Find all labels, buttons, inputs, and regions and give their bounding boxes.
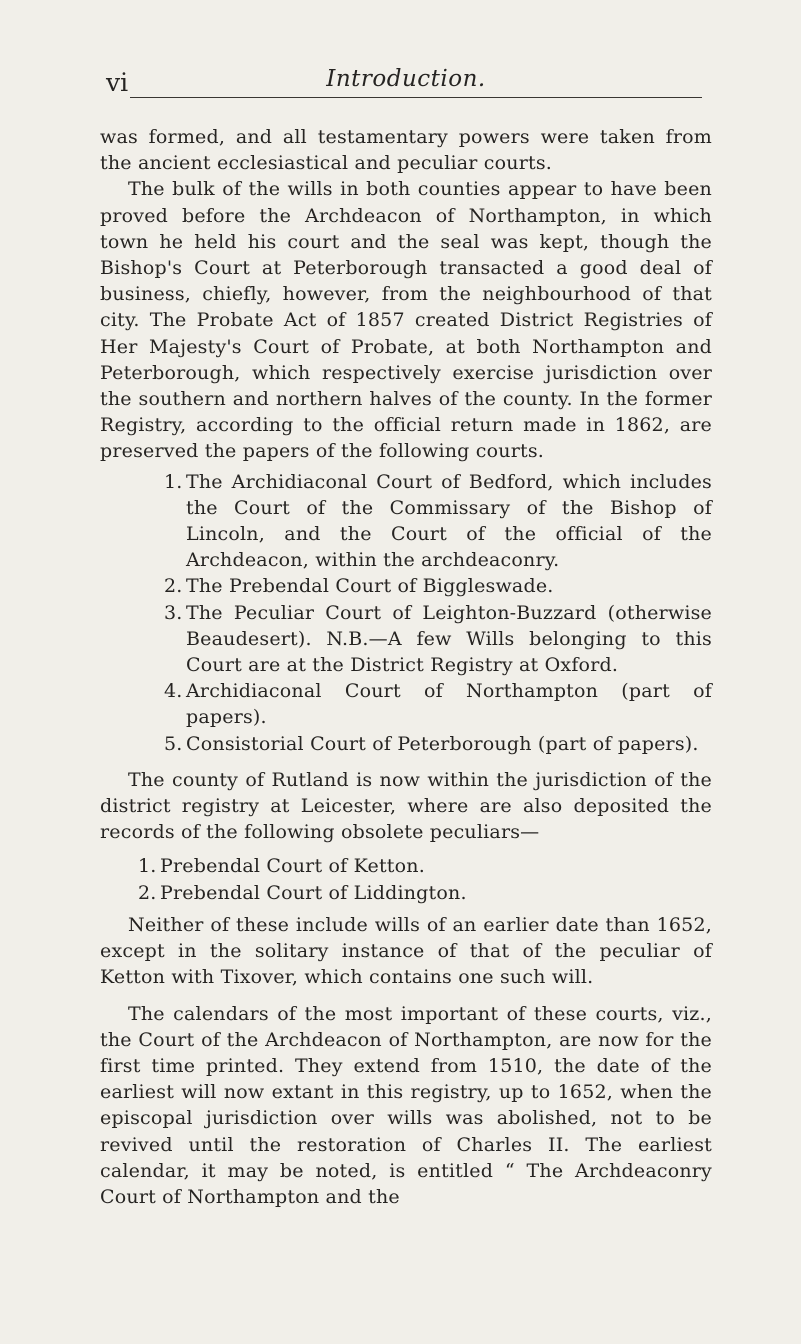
list-number: 1. <box>138 855 157 878</box>
paragraph: The county of Rutland is now within the jurisdiction of the district registry at Leicester, where are also deposited the records of the following obsolete peculiars— <box>100 768 712 844</box>
list-text: The Archidiaconal Court of Bedford, which includes the Court of the Commissary of the Bishop of Lincoln, and the Court of the official of the Archdeacon, within the archdeaconry. <box>186 470 712 572</box>
peculiars-list <box>138 853 712 905</box>
list-text: Consistorial Court of Peterborough (part of papers). <box>186 732 699 755</box>
list-item <box>164 573 712 599</box>
list-text: The Prebendal Court of Biggleswade. <box>186 575 554 598</box>
header-rule <box>130 97 702 98</box>
paragraph: The calendars of the most important of these courts, viz., the Court of the Archdeacon of Northampton, are now for the first time printed. They extend from 1510, the date of the earliest will now extant in this registry, up to 1652, when the episcopal jurisdiction over wills was abolished, not to be revived until the restoration of Charles II. The earliest calendar, it may be noted, is entitled “ The Archdeaconry Court of Northampton and the <box>100 1002 712 1208</box>
list-item <box>138 853 712 879</box>
list-item <box>164 731 712 757</box>
list-text: The Peculiar Court of Leighton-Buzzard (otherwise Beaudesert). N.B.—A few Wills belonging to this Court are at the District Registry at Oxford. <box>186 601 712 677</box>
list-number: 4. <box>164 680 183 703</box>
list-number: 2. <box>138 881 157 904</box>
paragraph: Neither of these include wills of an earlier date than 1652, except in the solitary instance of that of the peculiar of Ketton with Tixover, which contains one such will. <box>100 913 712 989</box>
list-text: Prebendal Court of Liddington. <box>160 881 467 904</box>
list-item <box>138 880 712 906</box>
list-text: Archidiaconal Court of Northampton (part of papers). <box>186 680 712 729</box>
page-header <box>100 62 712 98</box>
paragraph: The bulk of the wills in both counties appear to have been proved before the Archdeacon of Northampton, in which town he held his court and the seal was kept, though the Bishop's Court at Peterborough transacted a good deal of business, chiefly, however, from the neighbourhood of that city. The Probate Act of 1857 created District Registries of Her Majesty's Court of Probate, at both Northampton and Peterborough, which respectively exercise jurisdiction over the southern and northern halves of the county. In the former Registry, according to the official return made in 1862, are preserved the papers of the following courts. <box>100 178 712 463</box>
list-item <box>164 469 712 574</box>
list-text: Prebendal Court of Ketton. <box>160 855 425 878</box>
paragraph: was formed, and all testamentary powers were taken from the ancient ecclesiastical and peculiar courts. <box>100 126 712 175</box>
list-number: 2. <box>164 575 183 598</box>
list-number: 3. <box>164 601 183 624</box>
list-number: 5. <box>164 732 183 755</box>
running-title: Introduction. <box>326 66 486 92</box>
courts-list <box>164 469 712 757</box>
list-number: 1. <box>164 470 183 493</box>
list-item <box>164 678 712 730</box>
list-item <box>164 600 712 679</box>
page-body <box>100 124 712 1210</box>
page-number: vi <box>106 68 129 97</box>
